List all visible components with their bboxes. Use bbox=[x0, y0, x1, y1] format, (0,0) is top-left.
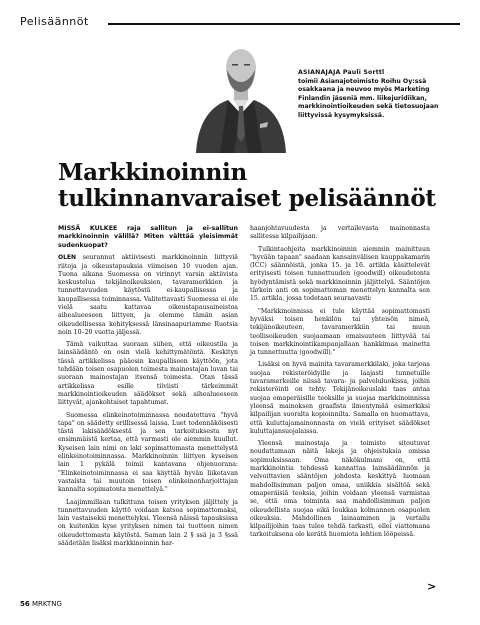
paragraph: Laajimmillaan tulkittuna toisen yrityksen jäljittely ja tunnettavuuden käyttö voidaan katsoa sopimattomaksi, lain vastaiseksi menettelyksi. Yleensä näissä tapauksissa on kuitenkin kyse yrityksen nimen tai tuotteen nimen oikeudettomasta käytöstä. Saman lain 2 § ssä ja 3 §ssä säädetään lisäksi markkinoinnin har- bbox=[58, 498, 238, 548]
paragraph-lead: OLEN bbox=[58, 254, 77, 262]
publication-name: MRKTNG bbox=[31, 600, 62, 608]
paragraph: Suomessa elinkeinotoiminnassa noudatettava "hyvä tapa" on säädetty erillisessä laissa. Luet todennäköisesti tästä lakisäädöksestä ja sen tarkoituksesta nyt ensimmäistä kertaa, että varmasti ole aiemmin kuullut. Kyseisen lain nimi on laki sopimattomasta menettelystä elinkeinotoiminnassa. Markkinoinnin liittyen kyseisen lain 1 pykälä toimii kantavana ohjenuorana: "Elinkeinotoiminnassa ei saa käyttää hyvän liiketavan vastaista tai muutoin toisen elinkeinonharjoittajan kannalta sopimatonta menettelyä." bbox=[58, 411, 238, 494]
paragraph: Tulkintaohjeita markkinoinnin aiemmin mainittuun "hyvään tapaan" saadaan kansainvälisen kauppakamarin (ICC) säännöistä, jonka 15. ja 16. artikla käsittelevät erityisesti toisen tunnettuuden (goodwill) oikeudetonta hyödyntämistä sekä markkinoinnin jäljittelyä. Sääntöjen tärkein anti on sopimattoman menettelyn kannalta sen 15. artikla, jossa todetaan seuraavasti: bbox=[250, 245, 430, 303]
column-1 bbox=[58, 225, 238, 595]
paragraph: Tämä vaikuttaa suoraan siihen, että oikeustila ja lainsäädäntö on osin vielä kehittymätöntä. Keskityn tässä artikkelissa pääosin kaupalliseen käyttöön, jota tehdään toisen osapuolen toimesta mainostajan luvan tai suoraan mainostajan itsensä toimesta. Otan tässä artikkelissa esille tiiviisti tärkeimmät markkinointioikeuden säädökset sekä aihealueeseen liittyvät, ajankohtaiset tapahtumat. bbox=[58, 341, 238, 407]
section-label: Pelisäännöt bbox=[20, 15, 89, 28]
paragraph: Yleensä mainostaja ja toimisto sitoutuvat noudattamaan näitä lakeja ja ohjeistuksia omissa sopimuksissaan. Oma näkökulmani on, että markkinointia tehdessä kannattaa lainsäädännön ja velvoittavien sääntöjen johdosta keskittyä luomaan mahdollisimman paljon omaa, uniikkia sisältöä sekä omaperäisiä teoksia, joihin voidaan yleensä varmistaa se, että oma toiminta saa mahdollisimman paljon oikeudellista suojaa eikä loukkaa kolmannen osapuolen oikeuksia. Mahdollinen lainaaminen ja vertailu kilpailijoihin taas tulee tehdä tarkasti, ellei viattomana tarkoituksena ole kerätä huomiota lehtien lööpeissä. bbox=[250, 440, 430, 539]
caption-body: toimii Asianajotoimisto Roihu Oy:ssä osakkaana ja neuvoo myös Marketing Finlandin jäseniä mm. liikejuridiikan, markkinointioikeuden sekä tietosuojaan liittyvissä kysymyksissä. bbox=[298, 77, 439, 119]
author-caption bbox=[298, 69, 448, 121]
article-headline: Markkinoinnin tulkinnanvaraiset pelisäännöt bbox=[58, 159, 436, 212]
paragraph: Lisäksi on hyvä mainita tavaramerkkilaki, joka tarjoaa suojaa rekisteröidyille ja laajasti tunnetuille tavaramerkeille niissä tavara- ja palveluluokissa, joihin rekisteröinti on tehty. Tekijänoikeuslaki taas antaa suojaa omaperäisille teoksille ja suojaa markkinoinnissa yleensä mainoksen graafista ilmentymää esimerkiksi kilpailijan suoralta kopioinnilta. Samalla on huomattava, että kuluttajamainonnasta on vielä erityiset säädökset kuluttajansuojalaissa. bbox=[250, 361, 430, 435]
author-photo bbox=[190, 28, 292, 153]
column-2 bbox=[250, 225, 430, 595]
article-body bbox=[58, 225, 430, 595]
page-number: 56 bbox=[20, 600, 30, 608]
caption-lead: ASIANAJAJA Pauli Sorttl bbox=[298, 69, 385, 76]
page-footer bbox=[20, 600, 62, 608]
paragraph: "Markkinoinnissa ei tule käyttää sopimattomasti hyväksi toisen henkilön tai yhteisön nimeä, tekijänoikeuteen, tavaramerkkiin tai muun teollisoikeuden suojaamaan omaisuuteen liittyvää tai toisen markkinointikampanjallaan hankkimaa mainetta ja tunnettuutta (goodwill)." bbox=[250, 307, 430, 357]
paragraph: OLEN seurannut aktiivisesti markkinoinnin liittyviä riitoja ja oikeustapauksia viimeisen 10 vuoden ajan. Tuona aikana Suomessa on virinnyt varsin aktiivista keskustelua tekijänoikeuksien, tavaramerkkien ja tunnettavuuden käytöstä ei-kaupallisessa ja kaupallisessa toiminnassa. Valitettavasti Suomessa ei ole vielä saatu kattavaa oikeustapausaineistoa aihealueeseen liittyen, ja olemme tämän asian oikeudellisessa kehityksessä länsinaapuriamme Ruotsia noin 10–20 vuotta jäljessä. bbox=[58, 254, 238, 336]
continue-arrow-icon: > bbox=[427, 580, 437, 593]
article-intro: MISSÄ KULKEE raja sallitun ja ei-sallitun markkinoinnin välillä? Miten välttää yleisimmät sudenkuopat? bbox=[58, 225, 238, 249]
header-rule bbox=[108, 23, 460, 25]
paragraph: haanjohtavuudesta ja vertailevasta mainonnasta sallitessa kilpailijaan. bbox=[250, 225, 430, 241]
